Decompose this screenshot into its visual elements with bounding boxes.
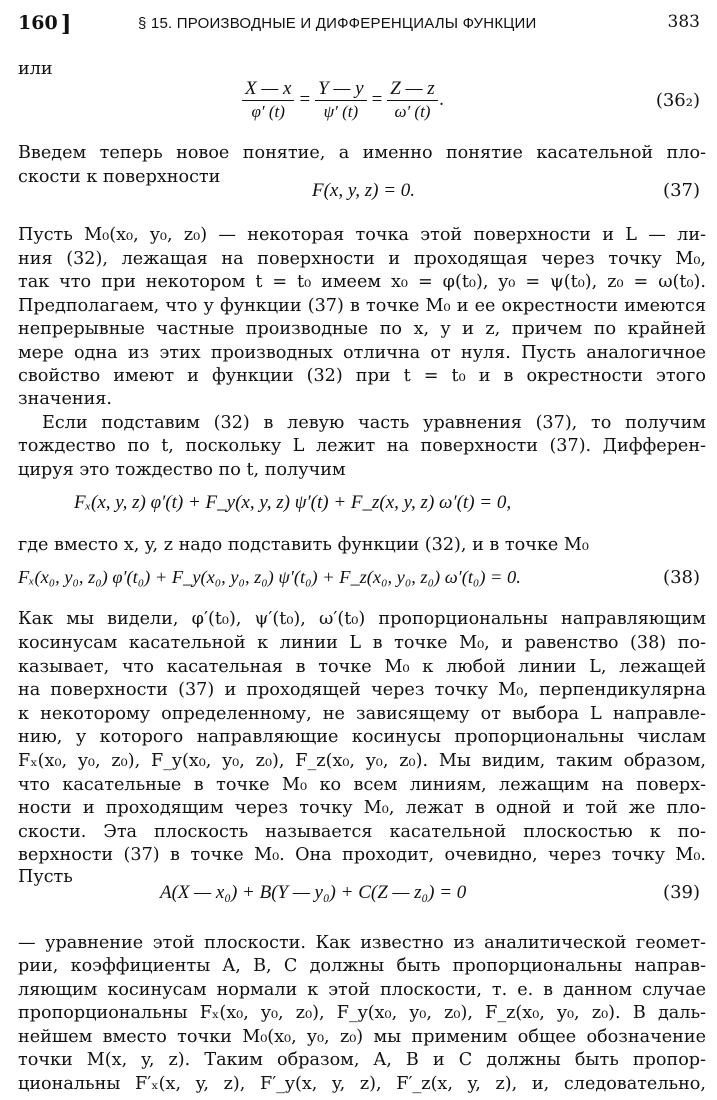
fraction-3 [387,78,437,123]
paragraph-line: к некоторому определенному, не зависящему от выбора L направле- [18,704,706,724]
period: . [439,88,445,110]
paragraph-line: Если подставим (32) в левую часть уравнения (37), то получим [42,413,706,433]
equation-identity: Fₓ(x, y, z) φ′(t) + F_y(x, y, z) ψ′(t) + F_z(x, y, z) ω′(t) = 0, [74,492,512,513]
section-title: § 15. ПРОИЗВОДНЫЕ И ДИФФЕРЕНЦИАЛЫ ФУНКЦИИ [138,15,537,32]
paragraph-line: Предполагаем, что у функции (37) в точке M₀ и ее окрестности имеются [18,296,706,316]
paragraph-line: скости к поверхности [18,167,221,187]
book-page [18,0,706,1100]
equation-number-39: (39) [663,882,700,903]
paragraph-line: на поверхности (37) и проходящей через точку M₀, перпендикулярна [18,680,706,700]
paragraph-line: нию, у которого направляющие косинусы пропорциональны числам [18,727,706,747]
paragraph-line: верхности (37) в точке M₀. Она проходит, очевидно, через точку M₀. [18,845,706,865]
fraction-2-numerator: Y — y [315,78,366,101]
paragraph-line: Введем теперь новое понятие, а именно понятие касательной пло- [18,143,706,163]
paragraph-line: тождество по t, поскольку L лежит на поверхности (37). Дифферен- [18,436,706,456]
page-index: 383 [667,12,700,32]
paragraph-line: рии, коэффициенты A, B, C должны быть пропорциональны направ- [18,956,706,976]
equation-36-2 [240,78,444,123]
paragraph-line: цируя это тождество по t, получим [18,460,346,480]
fraction-3-numerator: Z — z [387,78,437,101]
paragraph-line: непрерывные частные производные по x, y и z, причем по крайней [18,319,706,339]
paragraph-line: где вместо x, y, z надо подставить функции (32), и в точке M₀ [18,535,589,555]
fraction-3-denominator: ω′ (t) [394,102,431,121]
paragraph-line: Пусть M₀(x₀, y₀, z₀) — некоторая точка этой поверхности и L — ли- [18,225,706,245]
paragraph-line: мере одна из этих производных отлична от нуля. Пусть аналогичное [18,343,706,363]
equation-39: A(X — x₀) + B(Y — y₀) + C(Z — z₀) = 0 [160,882,467,903]
paragraph-line: Fₓ(x₀, y₀, z₀), F_y(x₀, y₀, z₀), F_z(x₀, y₀, z₀). Мы видим, таким образом, [18,751,706,771]
paragraph-line: так что при некотором t = t₀ имеем x₀ = φ(t₀), y₀ = ψ(t₀), z₀ = ω(t₀). [18,272,706,292]
equation-number-36-2: (36₂) [655,90,700,111]
fraction-2 [315,78,366,123]
equation-number-38: (38) [663,567,700,588]
paragraph-line: ности и проходящим через точку M₀, лежат в одной и той же пло- [18,798,706,818]
eq36-lead: или [18,59,53,79]
equals-sign: = [371,88,383,110]
paragraph-line: ния (32), лежащая на поверхности и проходящая через точку M₀, [18,249,706,269]
paragraph-line: скости. Эта плоскость называется касательной плоскостью к по- [18,822,706,842]
running-header [18,12,706,42]
page-number: 160 [18,12,58,34]
paragraph-line: значения. [18,389,112,409]
paragraph-line: Как мы видели, φ′(t₀), ψ′(t₀), ω′(t₀) пропорциональны направляющим [18,609,706,629]
fraction-2-denominator: ψ′ (t) [323,102,359,121]
equation-number-37: (37) [663,180,700,201]
paragraph-line: пропорциональны Fₓ(x₀, y₀, z₀), F_y(x₀, y₀, z₀), F_z(x₀, y₀, z₀). В даль- [18,1003,706,1023]
paragraph-line: Пусть [18,867,73,887]
paragraph-line: — уравнение этой плоскости. Как известно из аналитической геомет- [18,933,706,953]
header-bracket: ] [61,11,72,37]
fraction-1 [242,78,294,123]
paragraph-line: косинусам касательной к линии L в точке M₀, и равенство (38) по- [18,633,706,653]
equation-38: Fₓ(x₀, y₀, z₀) φ′(t₀) + F_y(x₀, y₀, z₀) ψ′(t₀) + F_z(x₀, y₀, z₀) ω′(t₀) = 0. [18,567,521,587]
paragraph-line: казывает, что касательная в точке M₀ к любой линии L, лежащей [18,657,706,677]
paragraph-line: циональны F′ₓ(x, y, z), F′_y(x, y, z), F′_z(x, y, z), и, следовательно, [18,1074,706,1094]
paragraph-line: нейшем вместо точки M₀(x₀, y₀, z₀) мы применим общее обозначение [18,1027,706,1047]
fraction-1-denominator: φ′ (t) [251,102,285,121]
paragraph-line: ляющим косинусам нормали к этой плоскости, т. е. в данном случае [18,980,706,1000]
paragraph-line: точки M(x, y, z). Таким образом, A, B и C должны быть пропор- [18,1050,706,1070]
fraction-1-numerator: X — x [242,78,294,101]
equals-sign: = [299,88,311,110]
equation-37: F(x, y, z) = 0. [312,180,416,201]
paragraph-line: свойство имеют и функции (32) при t = t₀ и в окрестности этого [18,366,706,386]
paragraph-line: что касательные в точке M₀ ко всем линиям, лежащим на поверх- [18,775,706,795]
